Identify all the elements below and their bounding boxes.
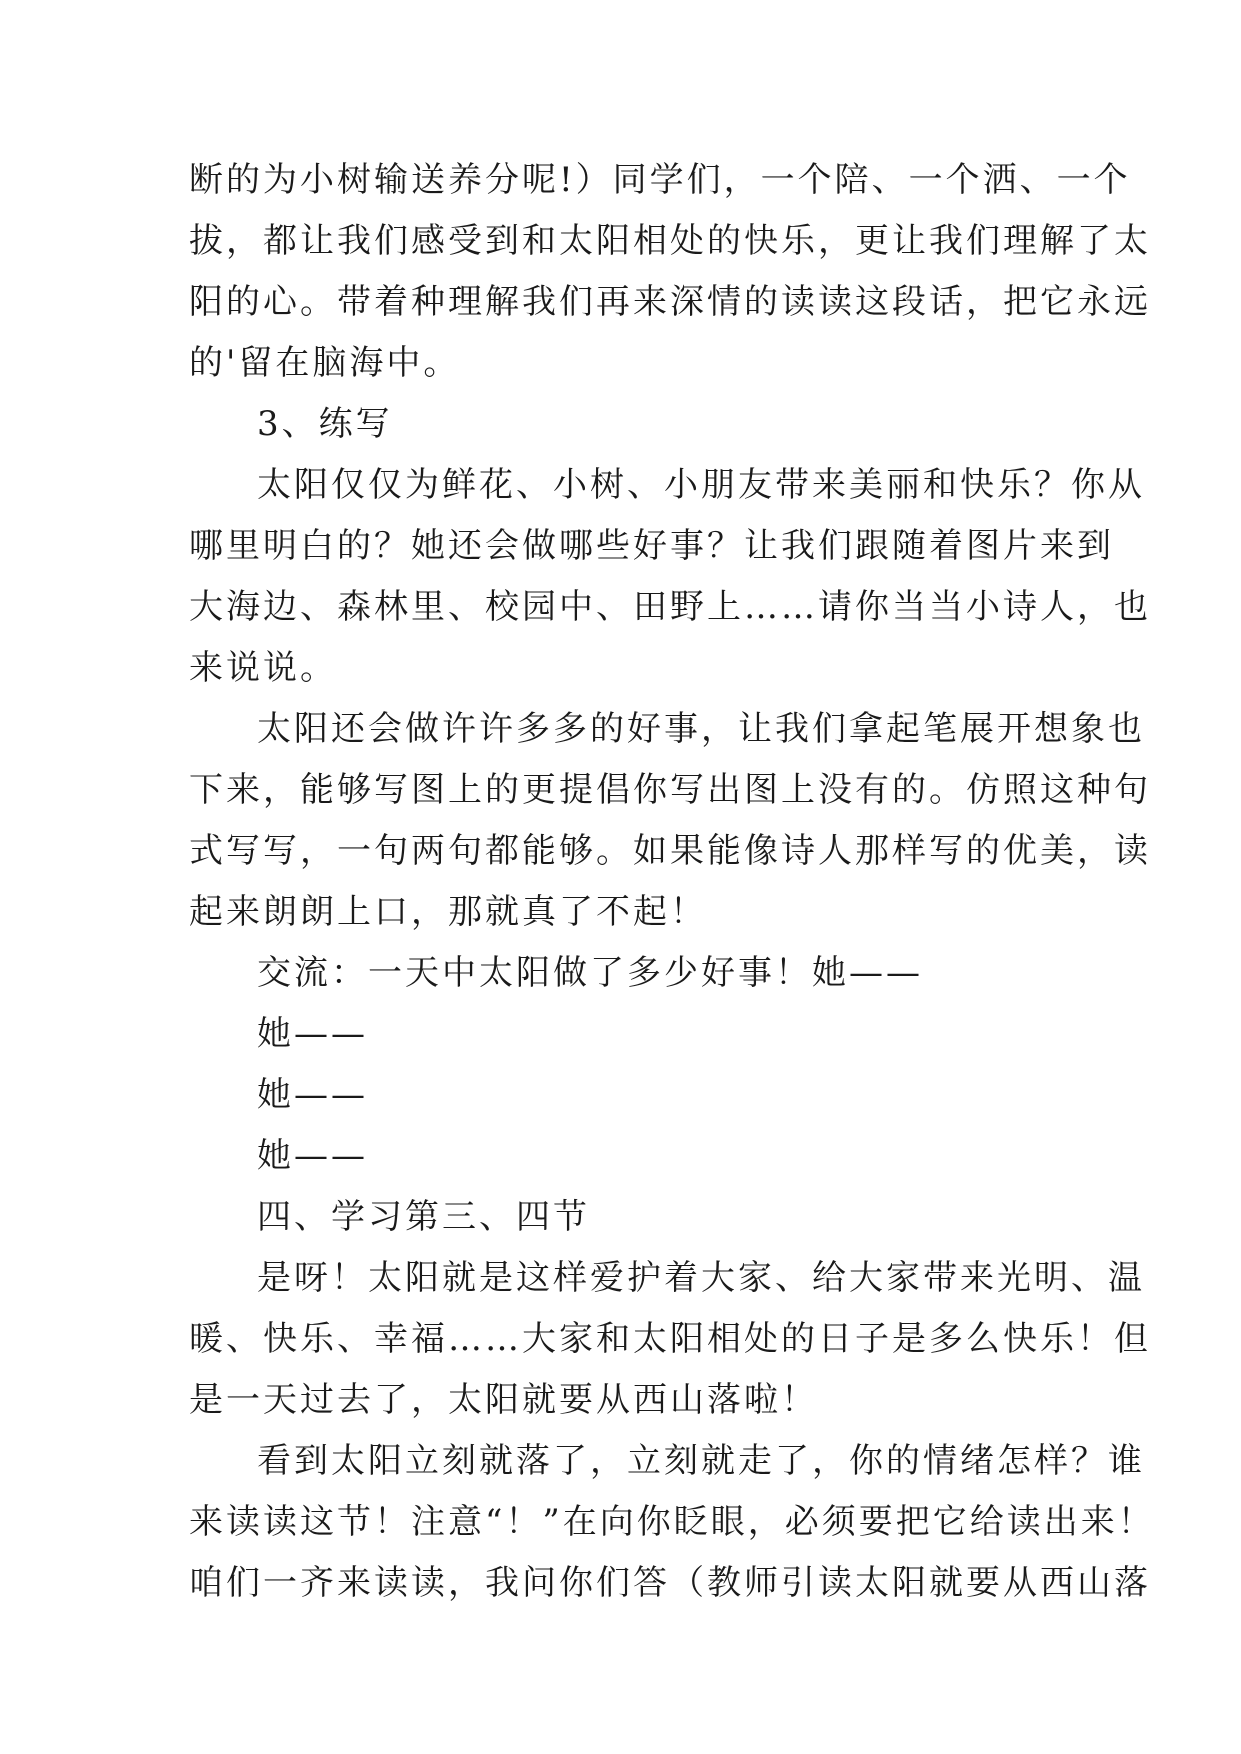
- text-line: 下来，能够写图上的更提倡你写出图上没有的。仿照这种句: [189, 770, 1151, 810]
- text-line: 断的为小树输送养分呢!）同学们，一个陪、一个洒、一个: [189, 160, 1131, 200]
- text-line: 咱们一齐来读读，我问你们答（教师引读太阳就要从西山落: [189, 1563, 1151, 1603]
- paragraph: [189, 943, 1069, 1004]
- text-line: 来读读这节！注意“！”在向你眨眼，必须要把它给读出来！: [189, 1502, 1155, 1542]
- text-line: 暖、快乐、幸福……大家和太阳相处的日子是多么快乐！但: [189, 1319, 1151, 1359]
- text-line: 阳的心。带着种理解我们再来深情的读读这段话，把它永远: [189, 282, 1151, 322]
- text-line: 起来朗朗上口，那就真了不起！: [189, 892, 707, 932]
- text-line: 拔，都让我们感受到和太阳相处的快乐，更让我们理解了太: [189, 221, 1151, 261]
- text-line: 她——: [257, 1136, 368, 1176]
- paragraph: [189, 394, 1069, 455]
- paragraph: [189, 1065, 1069, 1126]
- text-line: 四、学习第三、四节: [257, 1197, 590, 1237]
- paragraph: [189, 1004, 1069, 1065]
- text-line: 太阳仅仅为鲜花、小树、小朋友带来美丽和快乐？你从: [257, 465, 1145, 505]
- paragraph: [189, 699, 1151, 943]
- text-line: 她——: [257, 1014, 368, 1054]
- paragraph: [189, 150, 1151, 394]
- text-line: 来说说。: [189, 648, 337, 688]
- text-line: 是一天过去了，太阳就要从西山落啦！: [189, 1380, 818, 1420]
- text-line: 式写写，一句两句都能够。如果能像诗人那样写的优美，读: [189, 831, 1151, 871]
- text-line: 3、练写: [257, 404, 393, 444]
- text-line: 太阳还会做许许多多的好事，让我们拿起笔展开想象也: [257, 709, 1145, 749]
- text-line: 的'留在脑海中。: [189, 343, 461, 383]
- text-line: 大海边、森林里、校园中、田野上……请你当当小诗人，也: [189, 587, 1151, 627]
- paragraph: [189, 1126, 1069, 1187]
- paragraph: [189, 1431, 1155, 1614]
- text-line: 交流：一天中太阳做了多少好事！她——: [257, 953, 923, 993]
- document-body: [189, 150, 1155, 1614]
- text-line: 她——: [257, 1075, 368, 1115]
- paragraph: [189, 1187, 1069, 1248]
- text-line: 看到太阳立刻就落了，立刻就走了，你的情绪怎样？谁: [257, 1441, 1145, 1481]
- paragraph: [189, 455, 1151, 699]
- text-line: 哪里明白的？她还会做哪些好事？让我们跟随着图片来到: [189, 526, 1114, 566]
- paragraph: [189, 1248, 1151, 1431]
- text-line: 是呀！太阳就是这样爱护着大家、给大家带来光明、温: [257, 1258, 1145, 1298]
